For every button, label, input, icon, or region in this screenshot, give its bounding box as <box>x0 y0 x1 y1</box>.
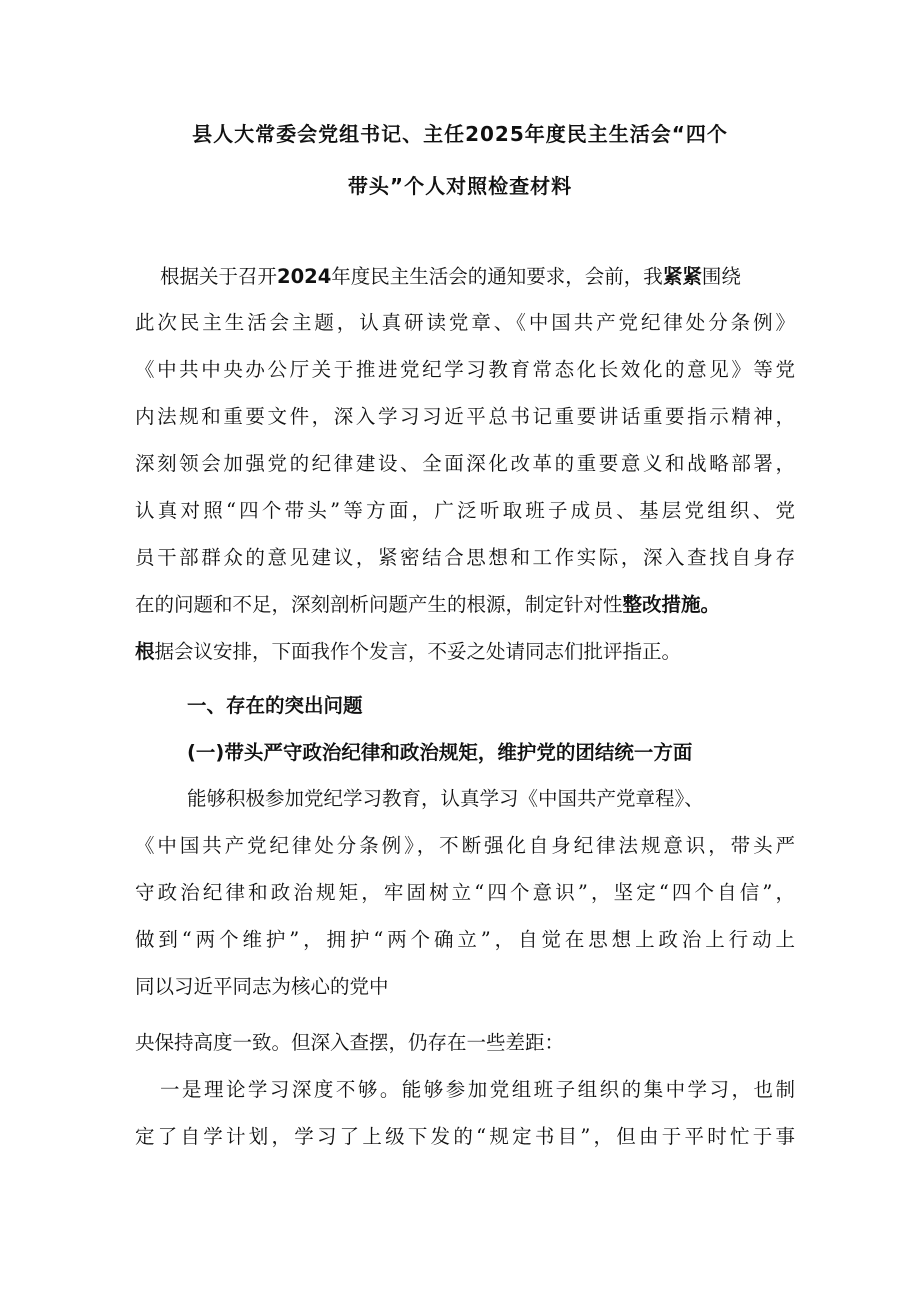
section-line-2: 《中国共产党纪律处分条例》，不断强化自身纪律法规意识，带头严 <box>135 834 795 857</box>
section-line-4: 做到“两个维护”，拥护“两个确立”，自觉在思想上政治上行动上 <box>135 928 795 951</box>
document-title-line-2: 带头”个人对照检查材料 <box>347 174 573 198</box>
intro-line-9 <box>135 639 795 665</box>
bold-phrase: 整改措施。 <box>622 593 721 616</box>
subsection-heading: (一)带头严守政治纪律和政治规矩，维护党的团结统一方面 <box>187 741 693 764</box>
intro-line-7: 员干部群众的意见建议，紧密结合思想和工作实际，深入查找自身存 <box>135 546 795 569</box>
section-line-3: 守政治纪律和政治规矩，牢固树立“四个意识”，坚定“四个自信”， <box>135 881 795 904</box>
section-line-1: 能够积极参加党纪学习教育，认真学习《中国共产党章程》、 <box>187 787 704 810</box>
intro-line-4: 内法规和重要文件，深入学习习近平总书记重要讲话重要指示精神， <box>135 405 795 428</box>
intro-text: 年度民主生活会的通知要求，会前，我 <box>331 265 663 288</box>
intro-line-5: 深刻领会加强党的纪律建设、全面深化改革的重要意义和战略部署， <box>135 452 795 475</box>
section-heading: 一、存在的突出问题 <box>187 694 363 717</box>
intro-line-6: 认真对照“四个带头”等方面，广泛听取班子成员、基层党组织、党 <box>135 499 795 522</box>
section-line-7: 一是理论学习深度不够。能够参加党组班子组织的集中学习，也制 <box>160 1078 795 1101</box>
year-number: 2024 <box>277 265 332 288</box>
bold-word: 根 <box>135 640 155 663</box>
intro-text: 根据关于召开 <box>160 265 278 288</box>
bold-word: 紧紧 <box>662 265 702 288</box>
section-line-5: 同以习近平同志为核心的党中 <box>135 975 389 998</box>
section-line-8: 定了自学计划，学习了上级下发的“规定书目”，但由于平时忙于事 <box>135 1125 795 1148</box>
intro-text: 据会议安排，下面我作个发言，不妥之处请同志们批评指正。 <box>154 640 682 663</box>
intro-line-1 <box>160 264 790 290</box>
intro-text: 在的问题和不足，深刻剖析问题产生的根源，制定针对性 <box>135 593 623 616</box>
intro-text: 围绕 <box>701 265 741 288</box>
intro-line-2: 此次民主生活会主题，认真研读党章、《中国共产党纪律处分条例》 <box>135 311 795 334</box>
document-title-line-1: 县人大常委会党组书记、主任2025年度民主生活会“四个 <box>192 122 728 146</box>
intro-line-8 <box>135 592 795 618</box>
intro-line-3: 《中共中央办公厅关于推进党纪学习教育常态化长效化的意见》等党 <box>135 358 795 381</box>
section-line-6: 央保持高度一致。但深入查摆，仍存在一些差距： <box>135 1031 565 1054</box>
